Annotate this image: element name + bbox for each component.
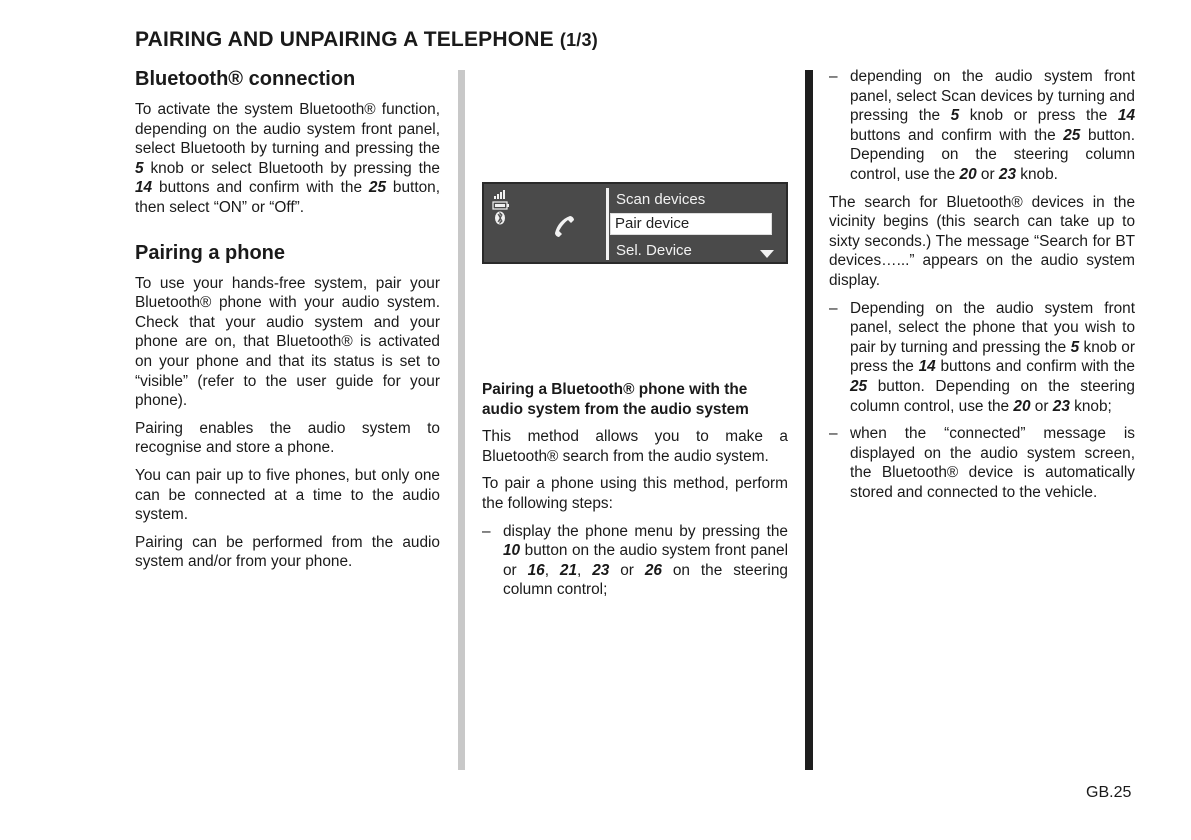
dash-bullet: – — [829, 299, 838, 317]
control-number: 20 — [1013, 397, 1031, 415]
step-text: display the phone menu by pressing the 10 button on the audio system front panel or 16, 21, 23 or 26 on the steering column control; — [503, 522, 788, 599]
search-paragraph: The search for Bluetooth® devices in the vicinity begins (this search can take up to sixty seconds.) The message “Search for BT devices…...” appears on the audio system display. — [829, 193, 1135, 289]
column-right — [829, 67, 1135, 510]
scroll-down-arrow-icon — [760, 250, 774, 258]
step-scan-devices — [829, 67, 1135, 185]
control-number: 14 — [135, 179, 153, 197]
control-number: 25 — [850, 377, 868, 395]
menu-item-sel-device[interactable]: Sel. Device — [616, 242, 692, 259]
bluetooth-icon — [495, 212, 505, 225]
page-title — [135, 28, 598, 52]
audio-pairing-heading: Pairing a Bluetooth® phone with the audio system from the audio system — [482, 381, 749, 418]
control-number: 23 — [1052, 397, 1070, 415]
control-number: 25 — [1063, 126, 1081, 144]
control-number: 5 — [135, 159, 144, 177]
menu-item-scan-devices[interactable]: Scan devices — [616, 191, 706, 208]
control-number: 26 — [644, 561, 662, 579]
signal-bars-icon — [494, 190, 505, 199]
bluetooth-connection-paragraph: To activate the system Bluetooth® function, depending on the audio system front panel, select Bluetooth by turning and pressing the 5 knob or select Bluetooth by pressing the 14 buttons and confirm with the 25 button, then select “ON” or “Off”. — [135, 101, 440, 216]
step-text: Depending on the audio system front panel, select the phone that you wish to pair by turning and pressing the 5 knob or press the 14 buttons and confirm with the 25 button. Depending on the steering column control, use the 20 or 23 knob; — [850, 299, 1135, 415]
control-number: 5 — [950, 107, 960, 125]
pairing-paragraph-1: To use your hands-free system, pair your Bluetooth® phone with your audio system. Check that your audio system and your phone are on, that Bluetooth® is activated on your phone and that its status is set to “visible” (refer to the user guide for your phone). — [135, 274, 440, 410]
control-number: 20 — [959, 165, 977, 183]
step-connected — [829, 424, 1135, 502]
dash-bullet: – — [829, 68, 838, 85]
step-display-phone-menu — [482, 522, 788, 600]
pairing-phone-heading: Pairing a phone — [135, 241, 286, 264]
dash-bullet: – — [829, 425, 838, 443]
column-divider-black — [805, 70, 813, 770]
page-number: GB.25 — [1086, 784, 1132, 801]
title-text: PAIRING AND UNPAIRING A TELEPHONE — [135, 28, 554, 51]
battery-icon — [493, 202, 509, 209]
control-number: 14 — [918, 358, 936, 376]
phone-handset-icon — [552, 214, 578, 240]
column-divider-grey — [458, 70, 465, 770]
control-number: 5 — [1070, 338, 1080, 356]
status-icons — [492, 190, 514, 230]
step-text: when the “connected” message is displayed on the audio system screen, the Bluetooth® device is automatically stored and connected to the vehicle. — [850, 425, 1135, 501]
title-part: (1/3) — [559, 30, 598, 50]
control-number: 23 — [592, 561, 610, 579]
control-number: 14 — [1117, 107, 1136, 125]
steps-intro-paragraph: To pair a phone using this method, perform the following steps: — [482, 475, 788, 512]
display-divider — [606, 188, 609, 260]
column-middle — [482, 380, 788, 608]
menu-item-pair-device-selected[interactable]: Pair device — [610, 213, 772, 235]
control-number: 25 — [368, 179, 387, 197]
control-number: 16 — [527, 561, 545, 579]
step-select-phone — [829, 299, 1135, 417]
pairing-paragraph-2: Pairing enables the audio system to recognise and store a phone. — [135, 419, 440, 457]
dash-bullet: – — [482, 522, 491, 540]
control-number: 21 — [559, 561, 578, 579]
step-text: depending on the audio system front panel, select Scan devices by turning and pressing the 5 knob or press the 14 buttons and confirm with the 25 button. Depending on the steering column control, use the 20 or 23 knob. — [850, 68, 1136, 183]
pairing-paragraph-4: Pairing can be performed from the audio system and/or from your phone. — [135, 533, 440, 571]
column-left — [135, 66, 440, 580]
control-number: 10 — [503, 542, 521, 560]
audio-system-display — [482, 182, 788, 264]
pairing-paragraph-3: You can pair up to five phones, but only one can be connected at a time to the audio system. — [135, 466, 440, 524]
control-number: 23 — [998, 165, 1017, 183]
bluetooth-connection-heading: Bluetooth® connection — [135, 68, 356, 90]
method-paragraph: This method allows you to make a Bluetooth® search from the audio system. — [482, 428, 788, 465]
